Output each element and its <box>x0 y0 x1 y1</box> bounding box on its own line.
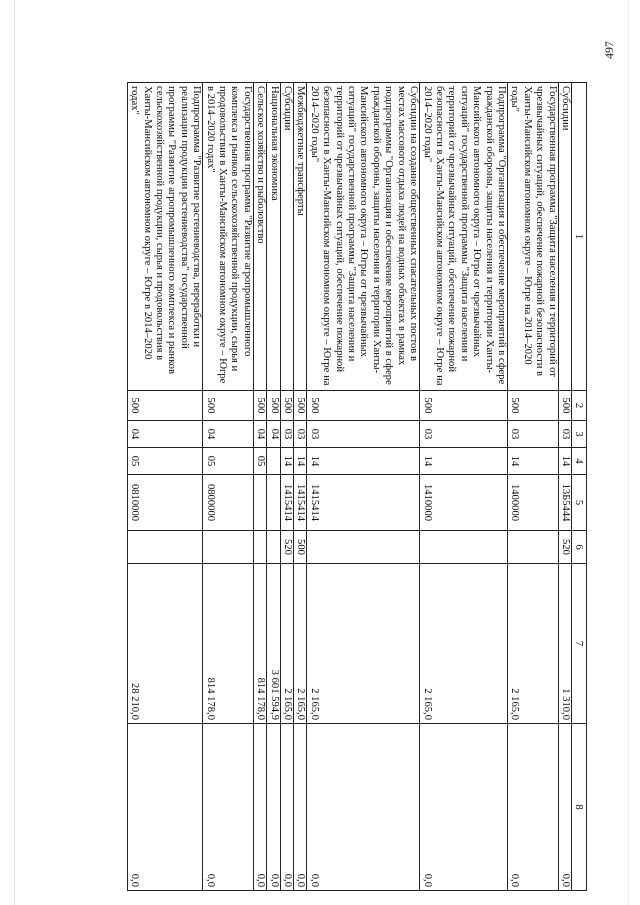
column-header: 3 <box>572 421 587 448</box>
cell-subsection: 14 <box>507 448 558 475</box>
cell-type: 520 <box>558 531 571 564</box>
budget-table <box>127 82 587 891</box>
column-header: 6 <box>572 531 587 564</box>
cell-amount-2: 0,0 <box>507 724 558 891</box>
cell-target: 1415414 <box>294 475 307 531</box>
table-row <box>253 83 266 891</box>
cell-ministry: 500 <box>267 391 280 421</box>
row-name: Межбюджетные трансферты <box>294 83 307 391</box>
cell-target: 1415414 <box>280 475 293 531</box>
cell-subsection: 05 <box>203 448 254 475</box>
column-header: 7 <box>572 564 587 724</box>
cell-subsection: 14 <box>294 448 307 475</box>
cell-amount-2: 0,0 <box>280 724 293 891</box>
cell-amount-2: 0,0 <box>253 724 266 891</box>
cell-amount-2: 0,0 <box>294 724 307 891</box>
cell-ministry: 500 <box>280 391 293 421</box>
cell-target: 0810000 <box>127 475 202 531</box>
table-row <box>294 83 307 891</box>
cell-subsection: 05 <box>127 448 202 475</box>
cell-ministry: 500 <box>127 391 202 421</box>
cell-amount-2: 0,0 <box>420 724 508 891</box>
cell-type: 500 <box>294 531 307 564</box>
cell-target: 13Б5444 <box>558 475 571 531</box>
column-header: 1 <box>572 83 587 391</box>
row-name: Сельское хозяйство и рыболовство <box>253 83 266 391</box>
cell-subsection: 14 <box>280 448 293 475</box>
column-header: 8 <box>572 724 587 891</box>
cell-ministry: 500 <box>558 391 571 421</box>
row-name: Государственная программа "Развитие агропромышленного комплекса и рынков сельскохозяйственной продукции, сырья и продовольствия в Ханты-Мансийском автономном округе – Югре в 2014–2020 годах" <box>203 83 254 391</box>
cell-target: 1415414 <box>307 475 420 531</box>
cell-amount-2: 0,0 <box>127 724 202 891</box>
cell-subsection: 05 <box>253 448 266 475</box>
cell-section: 03 <box>420 421 508 448</box>
cell-section: 03 <box>558 421 571 448</box>
cell-amount-2: 0,0 <box>307 724 420 891</box>
cell-ministry: 500 <box>294 391 307 421</box>
cell-amount: 3 601 594,9 <box>267 564 280 724</box>
cell-target: 0800000 <box>203 475 254 531</box>
table-row <box>280 83 293 891</box>
row-name: Государственная программа "Защита населения и территорий от чрезвычайных ситуаций, обеспечение пожарной безопасности в Ханты-Мансийском автономном округе – Югре на 2014–2020 годы" <box>507 83 558 391</box>
cell-section: 03 <box>294 421 307 448</box>
cell-amount-2: 0,0 <box>203 724 254 891</box>
cell-ministry: 500 <box>307 391 420 421</box>
cell-target: 1400000 <box>507 475 558 531</box>
cell-ministry: 500 <box>203 391 254 421</box>
table-row <box>420 83 508 891</box>
column-header: 5 <box>572 475 587 531</box>
cell-target: 1410000 <box>420 475 508 531</box>
header-row <box>572 83 587 891</box>
cell-amount: 2 165,0 <box>307 564 420 724</box>
column-header: 2 <box>572 391 587 421</box>
table-row <box>307 83 420 891</box>
cell-section: 03 <box>280 421 293 448</box>
table-row <box>267 83 280 891</box>
cell-section: 04 <box>203 421 254 448</box>
cell-amount: 2 165,0 <box>294 564 307 724</box>
table-row <box>558 83 571 891</box>
cell-amount: 2 165,0 <box>280 564 293 724</box>
scan-edge-line <box>628 0 629 905</box>
cell-target <box>253 475 266 531</box>
table-row <box>507 83 558 891</box>
cell-type <box>307 531 420 564</box>
row-name: Национальная экономика <box>267 83 280 391</box>
cell-subsection: 14 <box>558 448 571 475</box>
cell-section: 04 <box>127 421 202 448</box>
cell-section: 04 <box>267 421 280 448</box>
row-name: Субсидии <box>558 83 571 391</box>
cell-amount: 1 310,0 <box>558 564 571 724</box>
cell-type <box>127 531 202 564</box>
cell-type <box>420 531 508 564</box>
cell-type <box>507 531 558 564</box>
column-header: 4 <box>572 448 587 475</box>
cell-type: 520 <box>280 531 293 564</box>
cell-target <box>267 475 280 531</box>
cell-type <box>203 531 254 564</box>
cell-subsection <box>267 448 280 475</box>
cell-type <box>253 531 266 564</box>
cell-ministry: 500 <box>507 391 558 421</box>
rotated-table-container <box>87 82 587 890</box>
cell-amount: 2 165,0 <box>507 564 558 724</box>
row-name: Субсидии на создание общественных спасательных постов в местах массового отдыха людей на водных объектах в рамках подпрограммы "Организация и обеспечение мероприятий в сфере гражданской обороны, защиты населения и территории Ханты-Мансийского автономного округа – Югры от чрезвычайных ситуаций" государственной программы "Защита населения и территорий от чрезвычайных ситуаций, обеспечение пожарной безопасности в Ханты-Мансийском автономном округе – Югре на 2014–2020 годы" <box>307 83 420 391</box>
table-row <box>127 83 202 891</box>
row-name: Подпрограмма "Развитие растениеводства, переработки и реализации продукции растениеводства" государственной программы "Развитие агропромышленного комплекса и рынков сельскохозяйственной продукции, сырья и продовольствия в Ханты-Мансийском автономном округе – Югре в 2014–2020 годах" <box>127 83 202 391</box>
table-row <box>203 83 254 891</box>
cell-amount: 28 210,0 <box>127 564 202 724</box>
cell-section: 03 <box>307 421 420 448</box>
cell-amount: 814 178,0 <box>253 564 266 724</box>
cell-amount-2: 0,0 <box>267 724 280 891</box>
cell-amount-2: 0,0 <box>558 724 571 891</box>
cell-type <box>267 531 280 564</box>
row-name: Подпрограмма "Организация и обеспечение мероприятий в сфере гражданской обороны, защиты населения и территории Ханты-Мансийского автономного округа – Югры от чрезвычайных ситуаций" государственной программы "Защита населения и территорий от чрезвычайных ситуаций, обеспечение пожарной безопасности в Ханты-Мансийском автономном округе – Югре на 2014–2020 годы" <box>420 83 508 391</box>
cell-amount: 814 178,0 <box>203 564 254 724</box>
page-number: 497 <box>602 41 616 59</box>
cell-ministry: 500 <box>420 391 508 421</box>
row-name: Субсидии <box>280 83 293 391</box>
cell-ministry: 500 <box>253 391 266 421</box>
cell-subsection: 14 <box>307 448 420 475</box>
scan-edge-line <box>14 0 15 905</box>
cell-section: 03 <box>507 421 558 448</box>
cell-subsection: 14 <box>420 448 508 475</box>
cell-amount: 2 165,0 <box>420 564 508 724</box>
cell-section: 04 <box>253 421 266 448</box>
